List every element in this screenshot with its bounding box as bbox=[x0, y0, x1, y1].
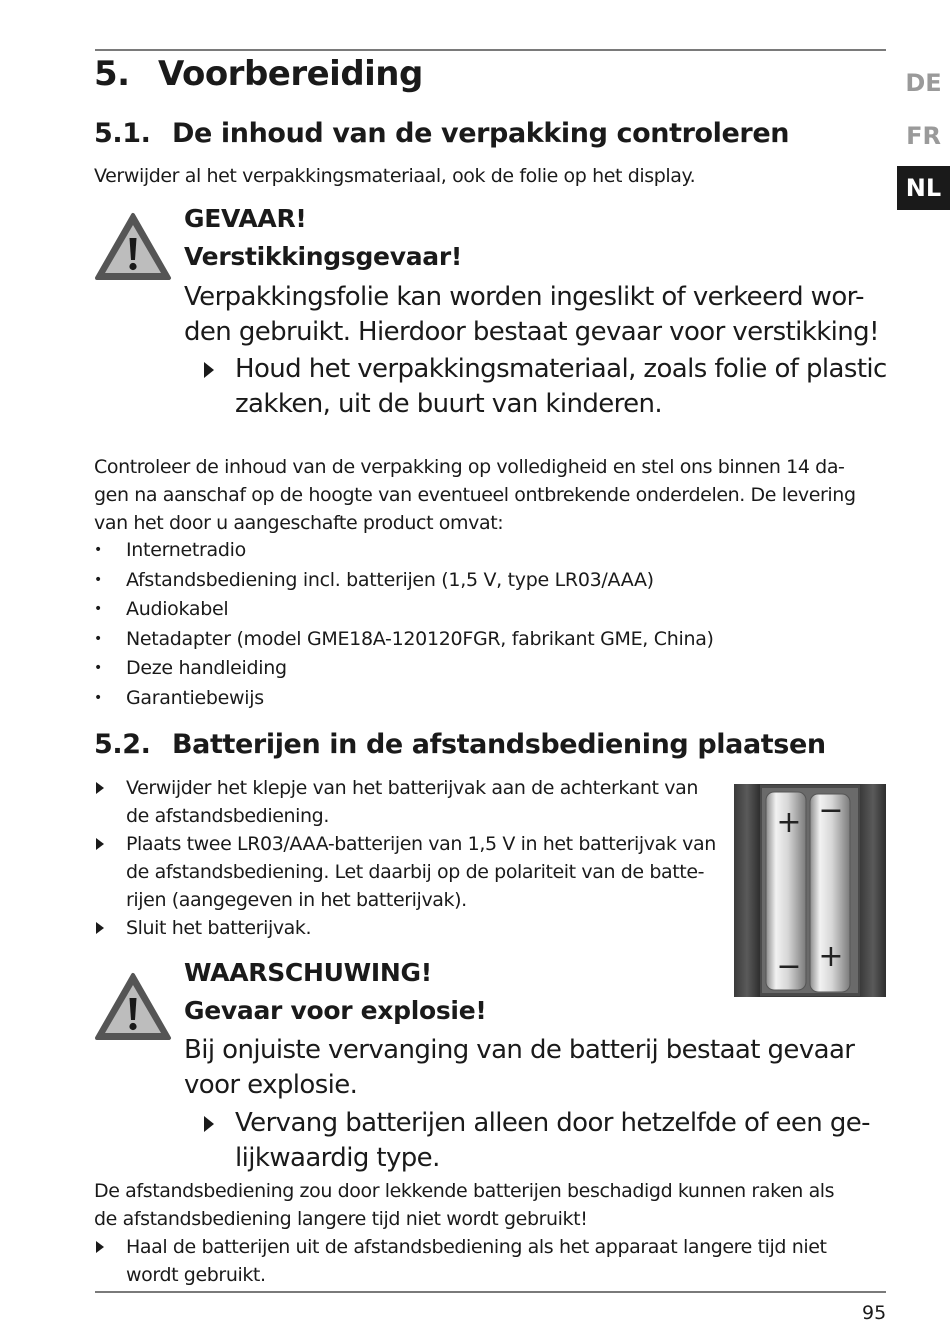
list-item: • Internetradio bbox=[94, 536, 714, 566]
bullet-icon: • bbox=[94, 601, 102, 618]
arrow-right-icon bbox=[96, 922, 104, 934]
plus-sign: + bbox=[776, 805, 802, 840]
minus-sign: − bbox=[818, 793, 844, 828]
arrow-right-icon bbox=[204, 1116, 214, 1132]
lang-tab-de[interactable]: DE bbox=[905, 69, 942, 97]
contents-paragraph bbox=[94, 453, 856, 537]
section-title: Batterijen in de afstandsbediening plaatsen bbox=[172, 729, 826, 760]
lang-tab-fr[interactable]: FR bbox=[906, 122, 941, 150]
warning-body-line: Bij onjuiste vervanging van de batterij bestaat gevaar bbox=[184, 1035, 855, 1065]
contents-list bbox=[94, 536, 714, 714]
warning-step-line: lijkwaardig type. bbox=[235, 1143, 440, 1173]
danger-body bbox=[184, 280, 879, 350]
chapter-heading bbox=[94, 54, 423, 94]
list-item: • Netadapter (model GME18A-120120FGR, fabrikant GME, China) bbox=[94, 625, 714, 655]
plus-sign: + bbox=[818, 939, 844, 974]
danger-subtitle: Verstikkingsgevaar! bbox=[184, 242, 462, 271]
section-number: 5.1. bbox=[94, 118, 151, 149]
warning-body bbox=[184, 1033, 854, 1103]
battery-compartment-image bbox=[734, 784, 886, 997]
list-item: • Garantiebewijs bbox=[94, 684, 714, 714]
warning-body-line: voor explosie. bbox=[184, 1070, 358, 1100]
minus-sign: − bbox=[776, 949, 802, 984]
warning-triangle-icon bbox=[94, 972, 172, 1042]
list-item: • Deze handleiding bbox=[94, 654, 714, 684]
bullet-icon: • bbox=[94, 689, 102, 706]
section-number: 5.2. bbox=[94, 729, 151, 760]
danger-body-line: den gebruikt. Hierdoor bestaat gevaar voor verstikking! bbox=[184, 317, 879, 347]
paragraph-line: gen na aanschaf op de hoogte van eventueel ontbrekende onderdelen. De levering bbox=[94, 484, 856, 506]
section-intro: Verwijder al het verpakkingsmateriaal, ook de folie op het display. bbox=[94, 165, 696, 187]
danger-label: GEVAAR! bbox=[184, 204, 307, 233]
list-item: • Afstandsbediening incl. batterijen (1,5 V, type LR03/AAA) bbox=[94, 566, 714, 596]
chapter-title: Voorbereiding bbox=[158, 54, 423, 94]
list-item: • Audiokabel bbox=[94, 595, 714, 625]
section-title: De inhoud van de verpakking controleren bbox=[172, 118, 790, 149]
paragraph-line: Controleer de inhoud van de verpakking op volledigheid en stel ons binnen 14 da- bbox=[94, 456, 845, 478]
bullet-icon: • bbox=[94, 660, 102, 677]
arrow-right-icon bbox=[96, 1241, 104, 1253]
lang-tab-nl[interactable]: NL bbox=[897, 166, 950, 210]
paragraph-line: van het door u aangeschafte product omvat: bbox=[94, 512, 504, 534]
section-heading-5-1 bbox=[94, 118, 789, 149]
warning-step-line: Vervang batterijen alleen door hetzelfde of een ge- bbox=[235, 1108, 870, 1138]
top-rule bbox=[95, 49, 886, 51]
step-item: Haal de batterijen uit de afstandsbediening als het apparaat langere tijd niet wordt gebruikt. bbox=[94, 1233, 827, 1289]
paragraph-line: de afstandsbediening langere tijd niet wordt gebruikt! bbox=[94, 1208, 588, 1230]
arrow-right-icon bbox=[96, 838, 104, 850]
danger-step-line: zakken, uit de buurt van kinderen. bbox=[235, 389, 663, 419]
bullet-icon: • bbox=[94, 542, 102, 558]
arrow-right-icon bbox=[204, 362, 214, 378]
danger-step-line: Houd het verpakkingsmateriaal, zoals folie of plastic bbox=[235, 354, 887, 384]
battery-steps bbox=[94, 774, 716, 942]
danger-body-line: Verpakkingsfolie kan worden ingeslikt of verkeerd wor- bbox=[184, 282, 864, 312]
leak-note bbox=[94, 1177, 834, 1233]
warning-triangle-icon bbox=[94, 212, 172, 282]
warning-step bbox=[204, 1106, 870, 1176]
warning-label: WAARSCHUWING! bbox=[184, 958, 432, 987]
bullet-icon: • bbox=[94, 571, 102, 588]
leak-steps bbox=[94, 1233, 827, 1289]
bottom-rule bbox=[95, 1291, 886, 1293]
step-item: Verwijder het klepje van het batterijvak aan de achterkant van de afstandsbediening. bbox=[94, 774, 716, 830]
step-item: Sluit het batterijvak. bbox=[94, 914, 716, 942]
warning-subtitle: Gevaar voor explosie! bbox=[184, 996, 487, 1025]
section-heading-5-2 bbox=[94, 729, 826, 760]
chapter-number: 5. bbox=[94, 54, 130, 94]
arrow-right-icon bbox=[96, 782, 104, 794]
step-item: Plaats twee LR03/AAA-batterijen van 1,5 V in het batterijvak van de afstandsbediening. Let daarbij op de polariteit van de batte- rijen (aangegeven in het batterijvak). bbox=[94, 830, 716, 914]
bullet-icon: • bbox=[94, 630, 102, 647]
paragraph-line: De afstandsbediening zou door lekkende batterijen beschadigd kunnen raken als bbox=[94, 1180, 835, 1202]
page-number: 95 bbox=[862, 1302, 887, 1324]
danger-step bbox=[204, 352, 887, 422]
